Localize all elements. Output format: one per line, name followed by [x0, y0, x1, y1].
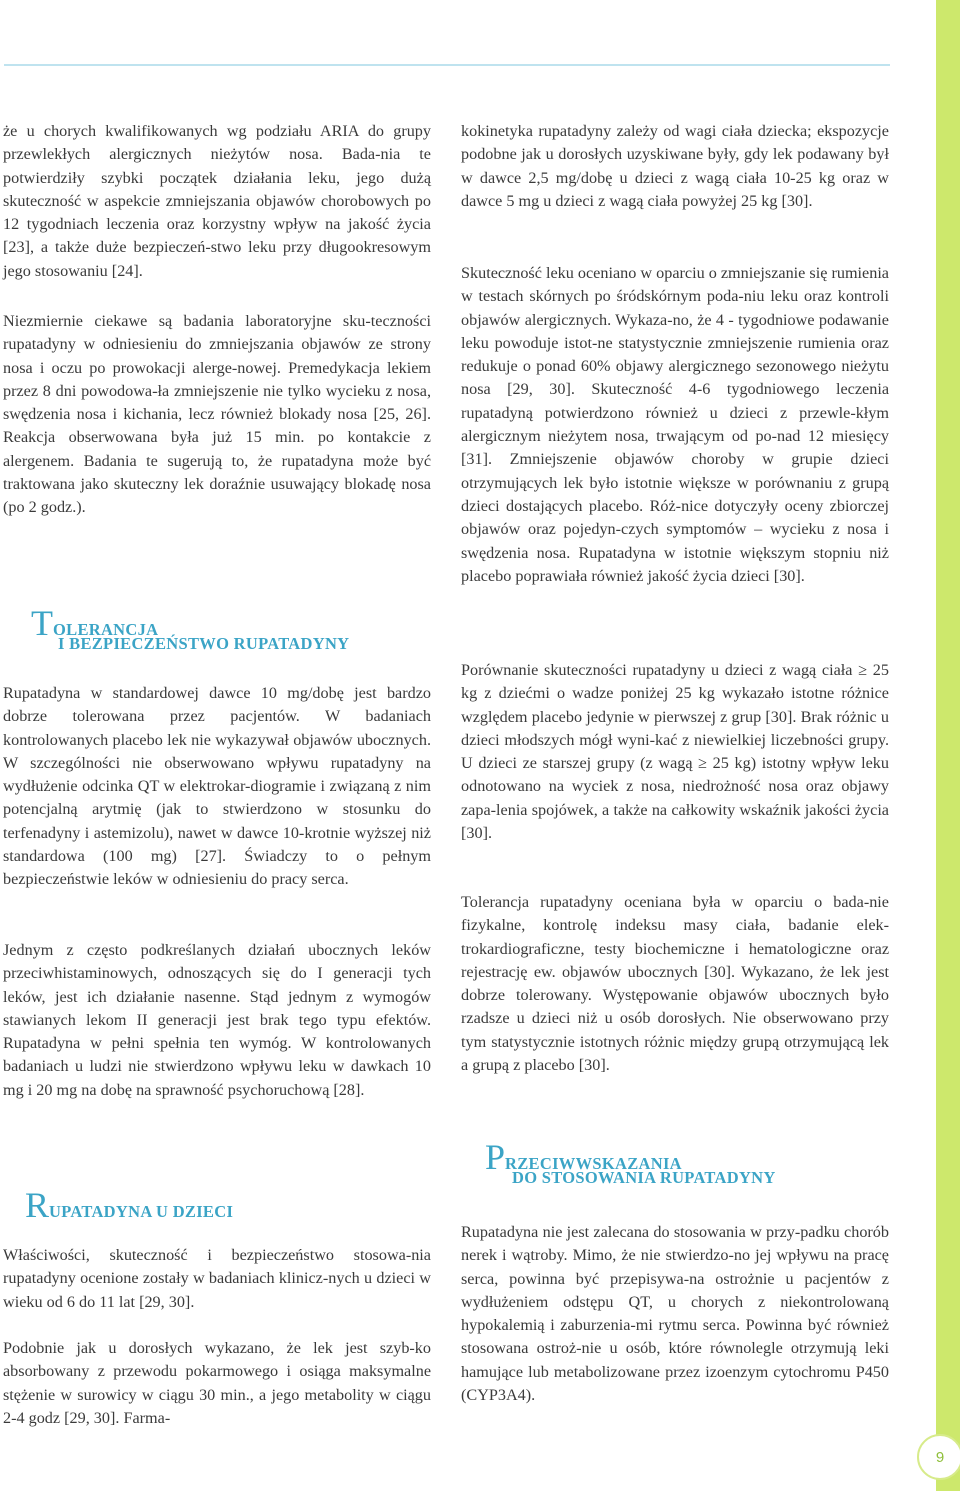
heading-text: UPATADYNA U DZIECI [49, 1202, 234, 1221]
heading-przeciwwskazania [485, 1137, 885, 1188]
paragraph-text: że u chorych kwalifikowanych wg podziału ARIA do grupy przewlekłych alergicznych nieżytów nosa. Bada-nia te potwierdziły szybki początek działania leku, jego dużą skuteczność w aspekcie zmniejszania objawów chorobowych po 12 tygodniach leczenia oraz korzystny wpływ na jakość życia [23], a także duże bezpieczeń-stwo leku przy długookresowym jego stosowaniu [24]. [3, 122, 431, 280]
paragraph-text: Jednym z często podkreślanych działań ubocznych leków przeciwhistaminowych, odnoszących się do I generacji tych leków, jest ich działanie nasenne. Stąd jednym z wymogów stawianych lekom II generacji jest brak tego typu efektów. Rupatadyna w pełni spełnia ten wymóg. W kontrolowanych badaniach u ludzi nie stwierdzono wpływu leku w dawkach 10 mg i 20 mg na dobę na sprawność psychoruchową [28]. [3, 941, 431, 1099]
heading-rupatadyna-u-dzieci [25, 1185, 425, 1225]
paragraph-text: Rupatadyna nie jest zalecana do stosowania w przy-padku chorób nerek i wątroby. Mimo, że nie stwierdzo-no jej wpływu na pracę serca, powinna być przepisywa-na ostrożnie u pacjentów z wydłużeniem odstępu QT, u chorych z niekontrolowaną hypokalemią i zaburzenia-mi rytmu serca. Powinna być również stosowana ostroż-nie u osób, które równolegle otrzymują leki hamujące lub metabolizowane przez izoenzym cytochromu P450 (CYP3A4). [461, 1223, 889, 1405]
left-paragraph-4 [3, 939, 431, 1102]
paragraph-text: kokinetyka rupatadyny zależy od wagi ciała dziecka; ekspozycje podobne jak u dorosłych uzyskiwane były, gdy lek podawany był w dawce 2,5 mg/dobę u dzieci z wagą ciała 10-25 kg oraz w dawce 5 mg u dzieci z wagą ciała powyżej 25 kg [30]. [461, 122, 889, 210]
paragraph-text: Porównanie skuteczności rupatadyny u dzieci z wagą ciała ≥ 25 kg z dziećmi o wadze poniżej 25 kg wykazało istotne różnice względem placebo jedynie w pierwszej z grup [30]. Brak różnic u dzieci młodszych mógł wyni-kać z niewielkiej liczebności grupy. U dzieci ze starszej grupy (z wagą ≥ 25 kg) istotny wpływ leku odnotowano na wyciek z nosa, niedrożność nosa oraz objawy zapa-lenia spojówek, a także na całkowity wskaźnik jakości życia [30]. [461, 661, 889, 843]
left-paragraph-3 [3, 682, 431, 892]
right-paragraph-5 [461, 1221, 889, 1407]
top-rule [4, 64, 890, 66]
heading-drop-cap: P [485, 1137, 506, 1177]
heading-drop-cap: R [25, 1185, 50, 1225]
heading-text: OLERANCJA [53, 620, 159, 639]
right-paragraph-2 [461, 262, 889, 588]
left-paragraph-1 [3, 120, 431, 283]
heading-drop-cap: T [31, 603, 53, 643]
left-paragraph-5 [3, 1244, 431, 1314]
left-paragraph-6 [3, 1337, 431, 1430]
right-paragraph-1 [461, 120, 889, 213]
heading-text-line2: DO STOSOWANIA RUPATADYNY [512, 1168, 776, 1187]
right-paragraph-3 [461, 659, 889, 845]
paragraph-text: Rupatadyna w standardowej dawce 10 mg/dobę jest bardzo dobrze tolerowana przez pacjentów. W badaniach kontrolowanych placebo lek nie wykazywał objawów ubocznych. W szczególności nie obserwowano wpływu rupatadyny na wydłużenie odcinka QT w elektrokar-diogramie i związaną z nim potencjalną arytmię (jak to stwierdzono w stosunku do terfenadyny i astemizolu), nawet w dawce 10-krotnie wyższej niż standardowa (100 mg) [27]. Świadczy to o pełnym bezpieczeństwie leków w odniesieniu do pracy serca. [3, 684, 431, 889]
right-paragraph-4 [461, 891, 889, 1077]
heading-text-line2: I BEZPIECZEŃSTWO RUPATADYNY [58, 634, 350, 653]
paragraph-text: Tolerancja rupatadyny oceniana była w oparciu o bada-nie fizykalne, kontrolę indeksu masy ciała, badanie elek-trokardiograficzne, testy biochemiczne i hematologiczne oraz rejestrację ew. objawów ubocznych [30]. Wykazano, że lek jest dobrze tolerowany. Występowanie objawów ubocznych było rzadsze u dzieci niż u osób dorosłych. Nie obserwowano przy tym statystycznie istotnych różnic między grupą otrzymującą lek a grupą z placebo [30]. [461, 893, 889, 1075]
heading-text: RZECIWWSKAZANIA [505, 1154, 682, 1173]
paragraph-text: Właściwości, skuteczność i bezpieczeństwo stosowa-nia rupatadyny ocenione zostały w badaniach klinicz-nych u dzieci w wieku od 6 do 11 lat [29, 30]. [3, 1246, 431, 1311]
paragraph-text: Skuteczność leku oceniano w oparciu o zmniejszanie się rumienia w testach skórnych po śródskórnym poda-niu leku oraz kontroli objawów alergicznych. Wykaza-no, że 4 - tygodniowe podawanie leku powoduje istot-ne statystycznie zmniejszenie rumienia oraz redukuje o ponad 60% objawy alergicznego sezonowego nieżytu nosa [29, 30]. Skuteczność 4-6 tygodniowego leczenia rupatadyną potwierdzono również u dzieci z przewle-kłym alergicznym nieżytem nosa, trwającym od po-nad 12 miesięcy [31]. Zmniejszenie objawów choroby w grupie dzieci otrzymujących lek było istotnie większe w porównaniu z grupą dzieci dostających placebo. Róż-nice dotyczyły oceny zbiorczej objawów oraz pojedyn-czych symptomów – wycieku z nosa i swędzenia nosa. Rupatadyna w istotnie większym stopniu niż placebo poprawiała również jakość życia dzieci [30]. [461, 264, 889, 585]
side-color-bar [936, 0, 960, 1491]
paragraph-text: Niezmiernie ciekawe są badania laboratoryjne sku-teczności rupatadyny w odniesieniu do zmniejszania objawów ze strony nosa i oczu po prowokacji alerge-nowej. Premedykacja lekiem przez 8 dni powodowa-ła zmniejszenie nie tylko wycieku z nosa, swędzenia nosa i kichania, lecz również blokady nosa [25, 26]. Reakcja obserwowana była już 15 min. po kontakcie z alergenem. Badania te sugerują to, że rupatadyna może być traktowana jako skuteczny lek doraźnie usuwający blokadę nosa (po 2 godz.). [3, 312, 431, 517]
heading-tolerancja [31, 603, 431, 654]
page-number: 9 [917, 1434, 960, 1480]
left-paragraph-2 [3, 310, 431, 520]
paragraph-text: Podobnie jak u dorosłych wykazano, że lek jest szyb-ko absorbowany z przewodu pokarmowego i osiąga maksymalne stężenie w surowicy w ciągu 30 min., a jego metabolity w ciągu 2-4 godz [29, 30]. Farma- [3, 1339, 431, 1427]
